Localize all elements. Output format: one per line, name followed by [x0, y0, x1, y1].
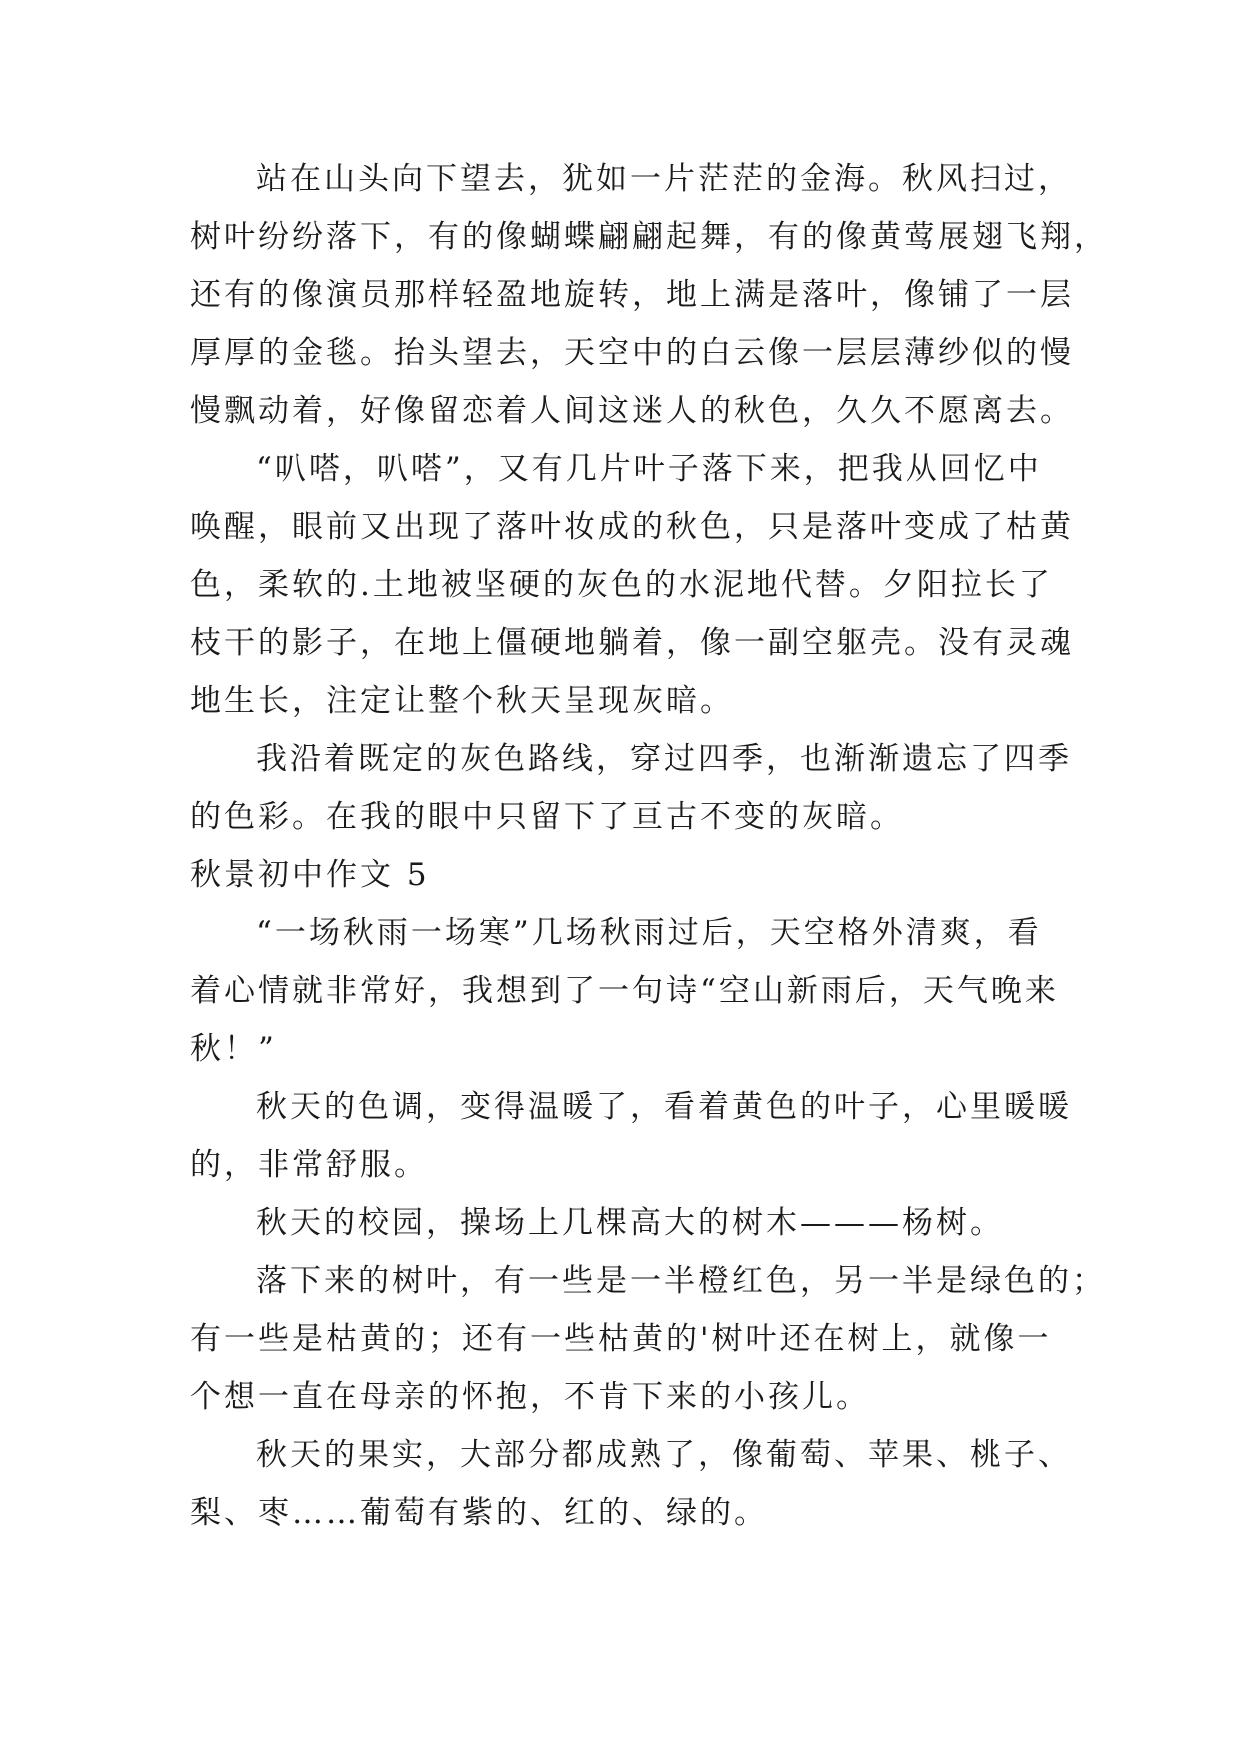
- text-line: 我沿着既定的灰色路线，穿过四季，也渐渐遗忘了四季: [256, 741, 1072, 777]
- section-heading: 秋景初中作文 5: [190, 857, 430, 893]
- text-line: 的色彩。在我的眼中只留下了亘古不变的灰暗。: [190, 799, 904, 835]
- text-line: 的，非常舒服。: [190, 1147, 428, 1183]
- text-line: 秋天的色调，变得温暖了，看着黄色的叶子，心里暖暖: [256, 1089, 1072, 1125]
- text-line: 还有的像演员那样轻盈地旋转，地上满是落叶，像铺了一层: [190, 277, 1074, 313]
- text-line: 梨、枣……葡萄有紫的、红的、绿的。: [190, 1495, 768, 1531]
- text-line: 秋天的校园，操场上几棵高大的树木———杨树。: [256, 1205, 1004, 1241]
- text-line: 站在山头向下望去，犹如一片茫茫的金海。秋风扫过，: [256, 161, 1072, 197]
- text-line: 有一些是枯黄的；还有一些枯黄的'树叶还在树上，就像一: [190, 1321, 1052, 1357]
- text-line: 地生长，注定让整个秋天呈现灰暗。: [190, 683, 734, 719]
- text-line: 枝干的影子，在地上僵硬地躺着，像一副空躯壳。没有灵魂: [190, 625, 1074, 661]
- text-line: 着心情就非常好，我想到了一句诗“空山新雨后，天气晚来: [190, 973, 1059, 1009]
- text-line: 唤醒，眼前又出现了落叶妆成的秋色，只是落叶变成了枯黄: [190, 509, 1074, 545]
- text-line: 秋天的果实，大部分都成熟了，像葡萄、苹果、桃子、: [256, 1437, 1072, 1473]
- text-line: “一场秋雨一场寒”几场秋雨过后，天空格外清爽，看: [256, 915, 1042, 951]
- text-line: 厚厚的金毯。抬头望去，天空中的白云像一层层薄纱似的慢: [190, 335, 1074, 371]
- text-line: “叭嗒，叭嗒”，又有几片叶子落下来，把我从回忆中: [256, 451, 1042, 487]
- text-line: 秋！”: [190, 1031, 277, 1067]
- text-line: 色，柔软的.土地被坚硬的灰色的水泥地代替。夕阳拉长了: [190, 567, 1053, 603]
- text-line: 树叶纷纷落下，有的像蝴蝶翩翩起舞，有的像黄莺展翅飞翔，: [190, 219, 1108, 255]
- text-line: 慢飘动着，好像留恋着人间这迷人的秋色，久久不愿离去。: [190, 393, 1074, 429]
- text-line: 落下来的树叶，有一些是一半橙红色，另一半是绿色的；: [256, 1263, 1106, 1299]
- text-line: 个想一直在母亲的怀抱，不肯下来的小孩儿。: [190, 1379, 870, 1415]
- essay-text: [190, 150, 1108, 1542]
